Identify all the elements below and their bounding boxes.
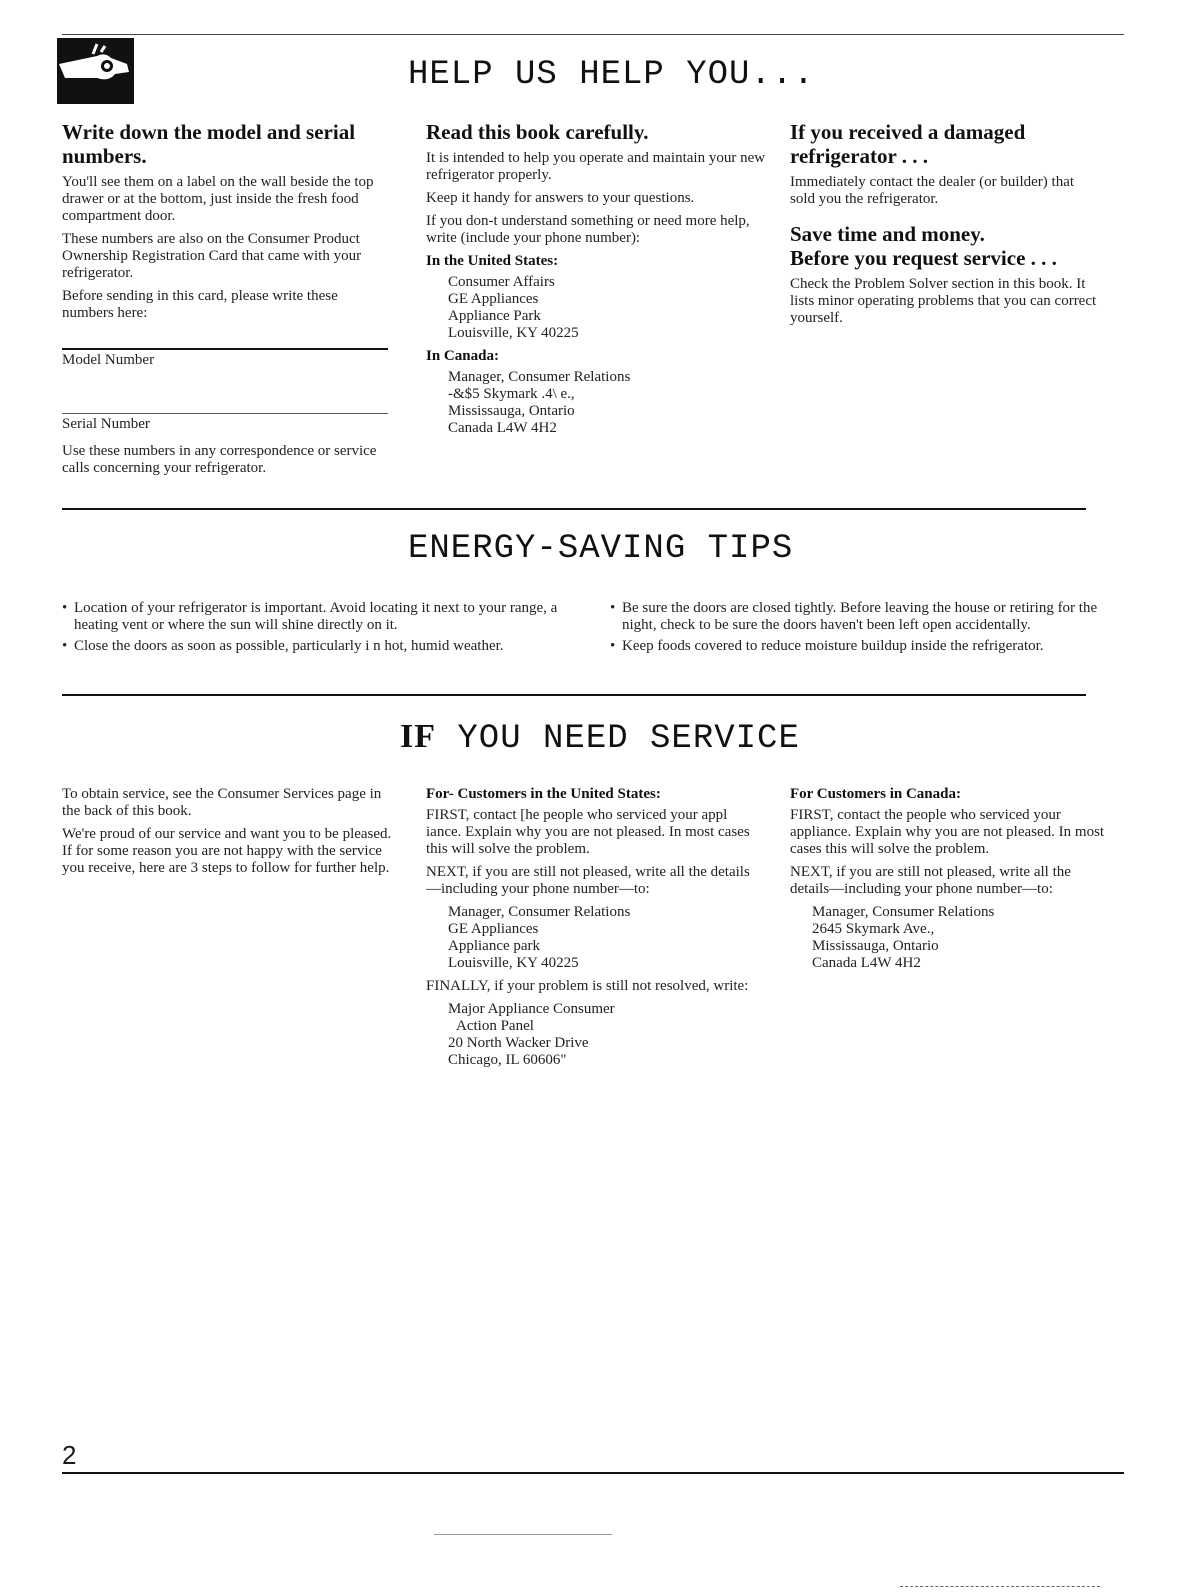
service-title	[400, 718, 800, 758]
canada-first-step: FIRST, contact the people who serviced your appliance. Explain why you are not pleased. In most cases this will solve the problem.	[790, 807, 1105, 857]
address-line: Manager, Consumer Relations	[812, 904, 995, 920]
address-line: Appliance Park	[448, 308, 541, 324]
canada-address	[448, 369, 766, 437]
energy-tip-text: Close the doors as soon as possible, particularly i n hot, humid weather.	[74, 638, 504, 654]
model-number-line[interactable]	[62, 348, 388, 350]
address-line: Canada L4W 4H2	[448, 420, 557, 436]
damaged-heading: If you received a damaged refrigerator . . .	[790, 120, 1026, 168]
need-help-text: If you don-t understand something or need more help, write (include your phone number):	[426, 213, 750, 246]
us-service-section	[426, 786, 756, 1075]
energy-tip: • Be sure the doors are closed tightly. Before leaving the house or retiring for the night, check to be sure the doors haven't been left open accidentally.	[610, 600, 1098, 633]
address-line: Manager, Consumer Relations	[448, 904, 631, 920]
us-heading: In the United States:	[426, 253, 559, 269]
address-line: Canada L4W 4H2	[812, 955, 921, 971]
us-address	[448, 274, 766, 342]
three-steps-text: We're proud of our service and want you to be pleased. If for some reason you are not happy with the service you receive, here are 3 steps to follow for further help.	[62, 826, 392, 876]
canada-service-address	[812, 904, 1110, 972]
bottom-rule	[62, 1472, 1124, 1474]
canada-service-section	[790, 786, 1110, 978]
address-line: 20 North Wacker Drive	[448, 1035, 589, 1051]
address-line: Major Appliance Consumer	[448, 1001, 615, 1017]
address-line: Appliance park	[448, 938, 541, 954]
action-panel-address	[448, 1001, 756, 1069]
keep-handy-text: Keep it handy for answers to your questions.	[426, 190, 695, 206]
address-line: Mississauga, Ontario	[448, 403, 575, 419]
model-number-label: Model Number	[62, 352, 155, 368]
before-service-heading: Before you request service . . .	[790, 246, 1057, 270]
problem-solver-text: Check the Problem Solver section in this book. It lists minor operating problems that you can correct yourself.	[790, 276, 1097, 326]
canada-service-heading: For Customers in Canada:	[790, 786, 961, 802]
serial-number-line[interactable]	[62, 413, 388, 414]
energy-tips-right	[610, 600, 1110, 659]
consumer-services-text: To obtain service, see the Consumer Services page in the back of this book.	[62, 786, 382, 819]
read-book-intro: It is intended to help you operate and maintain your new refrigerator properly.	[426, 150, 766, 183]
read-book-heading: Read this book carefully.	[426, 120, 649, 144]
section-divider	[62, 508, 1086, 510]
address-line: GE Appliances	[448, 921, 539, 937]
registration-card-text: These numbers are also on the Consumer Product Ownership Registration Card that came with your refrigerator.	[62, 231, 362, 281]
serial-number-label: Serial Number	[62, 416, 150, 432]
address-line: Action Panel	[456, 1018, 534, 1034]
footer-rule	[434, 1534, 612, 1535]
hand-pointer-icon	[57, 38, 134, 104]
energy-title: ENERGY-SAVING TIPS	[408, 530, 794, 568]
address-line: -&$5 Skymark .4\ e.,	[448, 386, 575, 402]
us-service-heading: For- Customers in the United States:	[426, 786, 661, 802]
address-line: GE Appliances	[448, 291, 539, 307]
canada-heading: In Canada:	[426, 348, 499, 364]
us-service-address	[448, 904, 756, 972]
energy-tips-left	[62, 600, 572, 659]
address-line: Louisville, KY 40225	[448, 325, 579, 341]
canada-next-step: NEXT, if you are still not pleased, write all the details—including your phone number—to:	[790, 864, 1071, 897]
service-intro	[62, 786, 392, 883]
footer-dashes	[900, 1586, 1100, 1589]
service-title-prefix: IF	[400, 718, 436, 755]
label-location-text: You'll see them on a label on the wall beside the top drawer or at the bottom, just inside the fresh food compartment door.	[62, 174, 374, 224]
section-divider	[62, 694, 1086, 696]
address-line: Consumer Affairs	[448, 274, 555, 290]
energy-tip-text: Be sure the doors are closed tightly. Before leaving the house or retiring for the night, check to be sure the doors haven't been left open accidentally.	[622, 600, 1098, 633]
page-number: 2	[62, 1440, 77, 1470]
energy-tip-text: Keep foods covered to reduce moisture buildup inside the refrigerator.	[622, 638, 1044, 654]
top-rule	[62, 34, 1124, 35]
address-line: Manager, Consumer Relations	[448, 369, 631, 385]
damaged-section	[790, 120, 1100, 333]
use-numbers-text: Use these numbers in any correspondence or service calls concerning your refrigerator.	[62, 443, 377, 476]
address-line: Chicago, IL 60606"	[448, 1052, 567, 1068]
save-time-heading: Save time and money.	[790, 222, 985, 246]
page-title: HELP US HELP YOU...	[408, 56, 815, 94]
model-serial-heading: Write down the model and serial numbers.	[62, 120, 356, 168]
energy-tip: • Close the doors as soon as possible, particularly i n hot, humid weather.	[62, 638, 504, 654]
address-line: Louisville, KY 40225	[448, 955, 579, 971]
address-line: 2645 Skymark Ave.,	[812, 921, 935, 937]
damaged-text: Immediately contact the dealer (or builder) that sold you the refrigerator.	[790, 174, 1075, 207]
energy-tip: • Location of your refrigerator is important. Avoid locating it next to your range, a heating vent or where the sun will shine directly on it.	[62, 600, 558, 633]
us-finally-step: FINALLY, if your problem is still not resolved, write:	[426, 978, 749, 994]
energy-tip: • Keep foods covered to reduce moisture buildup inside the refrigerator.	[610, 638, 1044, 654]
us-first-step: FIRST, contact [he people who serviced your appl iance. Explain why you are not pleased. In most cases this will solve the problem.	[426, 807, 750, 857]
address-line: Mississauga, Ontario	[812, 938, 939, 954]
energy-tip-text: Location of your refrigerator is important. Avoid locating it next to your range, a heating vent or where the sun will shine directly on it.	[74, 600, 558, 633]
service-title-rest: YOU NEED SERVICE	[436, 720, 800, 758]
write-numbers-text: Before sending in this card, please write these numbers here:	[62, 288, 338, 321]
model-serial-section	[62, 120, 392, 483]
read-book-section	[426, 120, 766, 443]
us-next-step: NEXT, if you are still not pleased, write all the details—including your phone number—to:	[426, 864, 750, 897]
